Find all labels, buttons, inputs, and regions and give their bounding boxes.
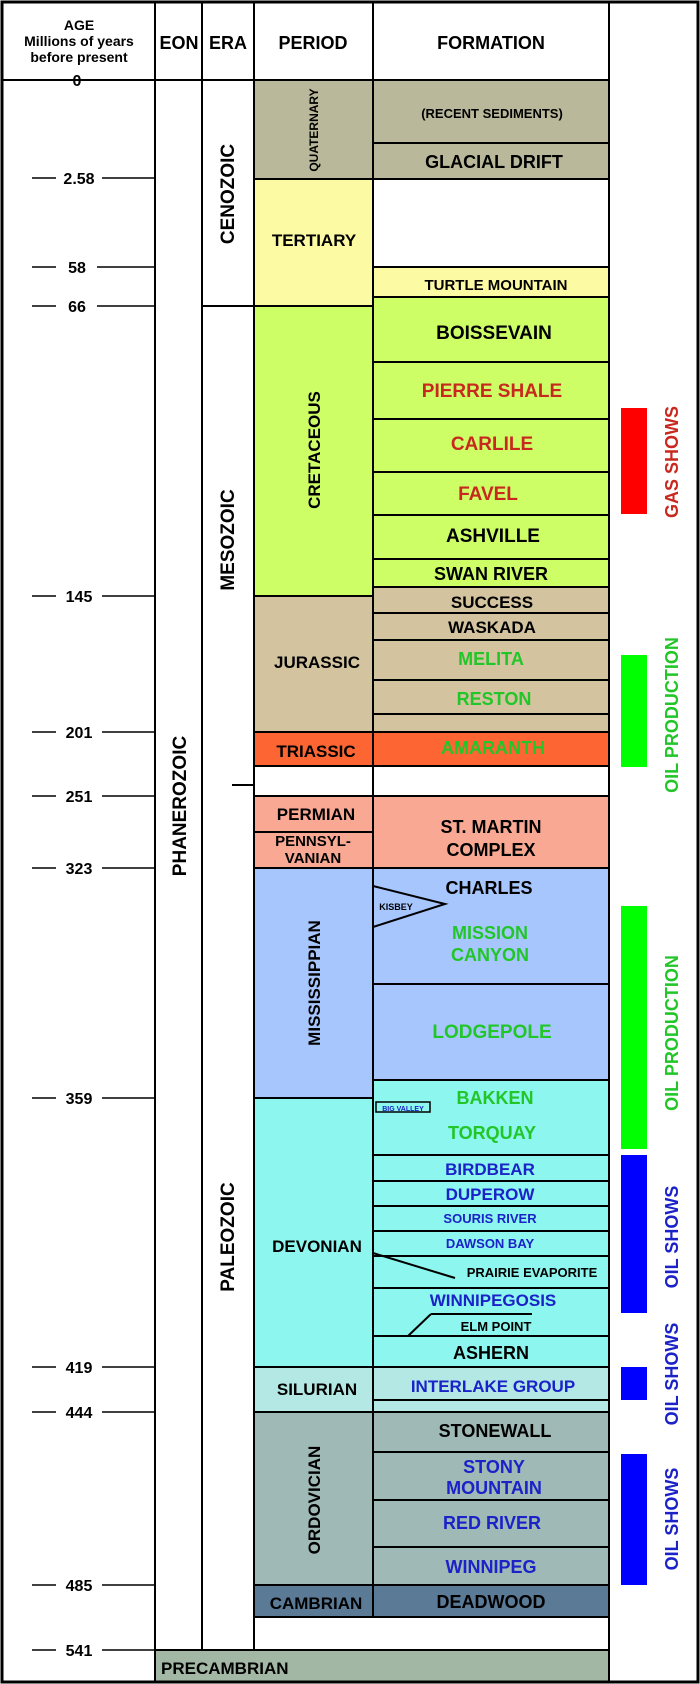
- period-devonian: DEVONIAN: [272, 1237, 362, 1256]
- period-pennsylvanian-2: VANIAN: [284, 850, 342, 867]
- formation-glacial-drift: GLACIAL DRIFT: [425, 152, 563, 172]
- formation-recent-sediments: (RECENT SEDIMENTS): [421, 106, 563, 121]
- oil-production-bar-1: [621, 655, 647, 767]
- header-age-bp: before present: [30, 49, 128, 65]
- era-paleozoic-label: PALEOZOIC: [218, 1182, 239, 1292]
- header-formation: FORMATION: [437, 33, 545, 53]
- formation-ashern: ASHERN: [452, 1343, 530, 1363]
- age-label: 145: [65, 589, 93, 606]
- oil-shows-label-3: OIL SHOWS: [662, 1467, 682, 1571]
- oil-shows-bar-2: [621, 1367, 647, 1400]
- era-cenozoic-label: CENOZOIC: [218, 143, 239, 245]
- formation-stony-mountain-1: STONY: [463, 1457, 525, 1477]
- period-mississippian: MISSISSIPPIAN: [305, 920, 324, 1046]
- formation-charles: CHARLES: [445, 878, 533, 898]
- formation-ashville: ASHVILLE: [446, 526, 540, 547]
- gas-shows-label: GAS SHOWS: [662, 405, 682, 519]
- period-jurassic: JURASSIC: [274, 653, 360, 672]
- formation-deadwood: DEADWOOD: [436, 1592, 546, 1612]
- formation-favel: FAVEL: [458, 484, 518, 505]
- age-label: 485: [65, 1578, 93, 1595]
- age-label: 66: [68, 299, 86, 316]
- column-headers: [24, 17, 545, 65]
- formation-boissevain: BOISSEVAIN: [436, 323, 552, 344]
- age-label: 58: [68, 260, 86, 277]
- period-quaternary: QUATERNARY: [307, 88, 321, 172]
- formation-stony-mountain-2: MOUNTAIN: [446, 1478, 542, 1498]
- show-labels: [662, 406, 682, 1570]
- period-pennsylvanian-1: PENNSYL-: [275, 833, 351, 850]
- age-label: 0: [72, 73, 82, 90]
- age-label: 419: [65, 1360, 93, 1377]
- age-label: 444: [65, 1405, 93, 1422]
- formation-stonewall: STONEWALL: [438, 1421, 552, 1441]
- header-era: ERA: [208, 33, 248, 53]
- devonian-fill: [254, 1098, 373, 1367]
- formation-reston: RESTON: [456, 689, 532, 709]
- formation-prairie-evaporite: PRAIRIE EVAPORITE: [466, 1265, 598, 1280]
- formation-bakken: BAKKEN: [456, 1088, 534, 1108]
- formation-mission-canyon-2: CANYON: [450, 945, 530, 965]
- age-label: 323: [65, 861, 93, 878]
- formation-amaranth: AMARANTH: [441, 738, 545, 758]
- era-mesozoic-label: MESOZOIC: [218, 489, 239, 591]
- period-fills: [155, 80, 609, 1682]
- age-label: 2.58: [63, 171, 95, 188]
- age-labels: [63, 73, 94, 1660]
- age-ticks: [32, 80, 155, 1650]
- mississippian-formations-fill: [373, 868, 609, 1080]
- header-eon: EON: [159, 33, 199, 53]
- formation-waskada: WASKADA: [448, 618, 536, 637]
- formation-dawson-bay: DAWSON BAY: [445, 1236, 535, 1251]
- age-label: 201: [65, 725, 93, 742]
- oil-shows-bar-3: [621, 1454, 647, 1585]
- formation-melita: MELITA: [458, 649, 524, 669]
- oil-production-bar-2: [621, 906, 647, 1149]
- formation-carlile: CARLILE: [450, 434, 534, 455]
- formation-swan-river: SWAN RIVER: [433, 564, 549, 584]
- formation-winnipegosis: WINNIPEGOSIS: [429, 1291, 557, 1310]
- period-silurian: SILURIAN: [276, 1380, 358, 1399]
- formation-turtle-mountain: TURTLE MOUNTAIN: [424, 277, 568, 294]
- formation-big-valley: BIG VALLEY: [382, 1106, 424, 1113]
- oil-production-label-2: OIL PRODUCTION: [662, 955, 682, 1111]
- eon-precambrian-label: PRECAMBRIAN: [161, 1659, 289, 1678]
- formation-souris-river: SOURIS RIVER: [443, 1211, 537, 1226]
- formation-winnipeg: WINNIPEG: [445, 1557, 537, 1577]
- age-label: 359: [65, 1091, 93, 1108]
- period-permian: PERMIAN: [276, 805, 356, 824]
- formation-success: SUCCESS: [450, 593, 534, 612]
- formation-torquay: TORQUAY: [447, 1123, 537, 1143]
- age-label: 251: [65, 789, 93, 806]
- formation-mission-canyon-1: MISSION: [451, 923, 529, 943]
- formation-red-river: RED RIVER: [442, 1513, 542, 1533]
- period-triassic: TRIASSIC: [276, 742, 356, 761]
- header-age: AGE: [63, 17, 95, 33]
- oil-shows-label-2: OIL SHOWS: [662, 1322, 682, 1426]
- show-bars: [621, 408, 647, 1585]
- formation-kisbey: KISBEY: [379, 902, 413, 912]
- formation-interlake-group: INTERLAKE GROUP: [410, 1377, 576, 1396]
- period-cretaceous: CRETACEOUS: [305, 391, 324, 509]
- formation-st-martin-1: ST. MARTIN: [440, 817, 542, 837]
- oil-production-label-1: OIL PRODUCTION: [662, 637, 682, 793]
- oil-shows-label-1: OIL SHOWS: [662, 1185, 682, 1289]
- formation-lodgepole: LODGEPOLE: [432, 1022, 552, 1043]
- formation-elm-point: ELM POINT: [460, 1319, 532, 1334]
- header-period: PERIOD: [278, 33, 348, 53]
- period-ordovician: ORDOVICIAN: [305, 1445, 324, 1555]
- formation-st-martin-2: COMPLEX: [446, 840, 536, 860]
- period-cambrian: CAMBRIAN: [269, 1594, 363, 1613]
- formation-birdbear: BIRDBEAR: [445, 1160, 535, 1179]
- period-tertiary: TERTIARY: [271, 231, 357, 250]
- eon-phanerozoic-label: PHANEROZOIC: [170, 735, 191, 877]
- oil-shows-bar-1: [621, 1155, 647, 1313]
- header-age-units: Millions of years: [24, 33, 134, 49]
- gas-shows-bar: [621, 408, 647, 514]
- age-label: 541: [65, 1643, 93, 1660]
- formation-pierre-shale: PIERRE SHALE: [421, 381, 563, 402]
- formation-duperow: DUPEROW: [445, 1185, 535, 1204]
